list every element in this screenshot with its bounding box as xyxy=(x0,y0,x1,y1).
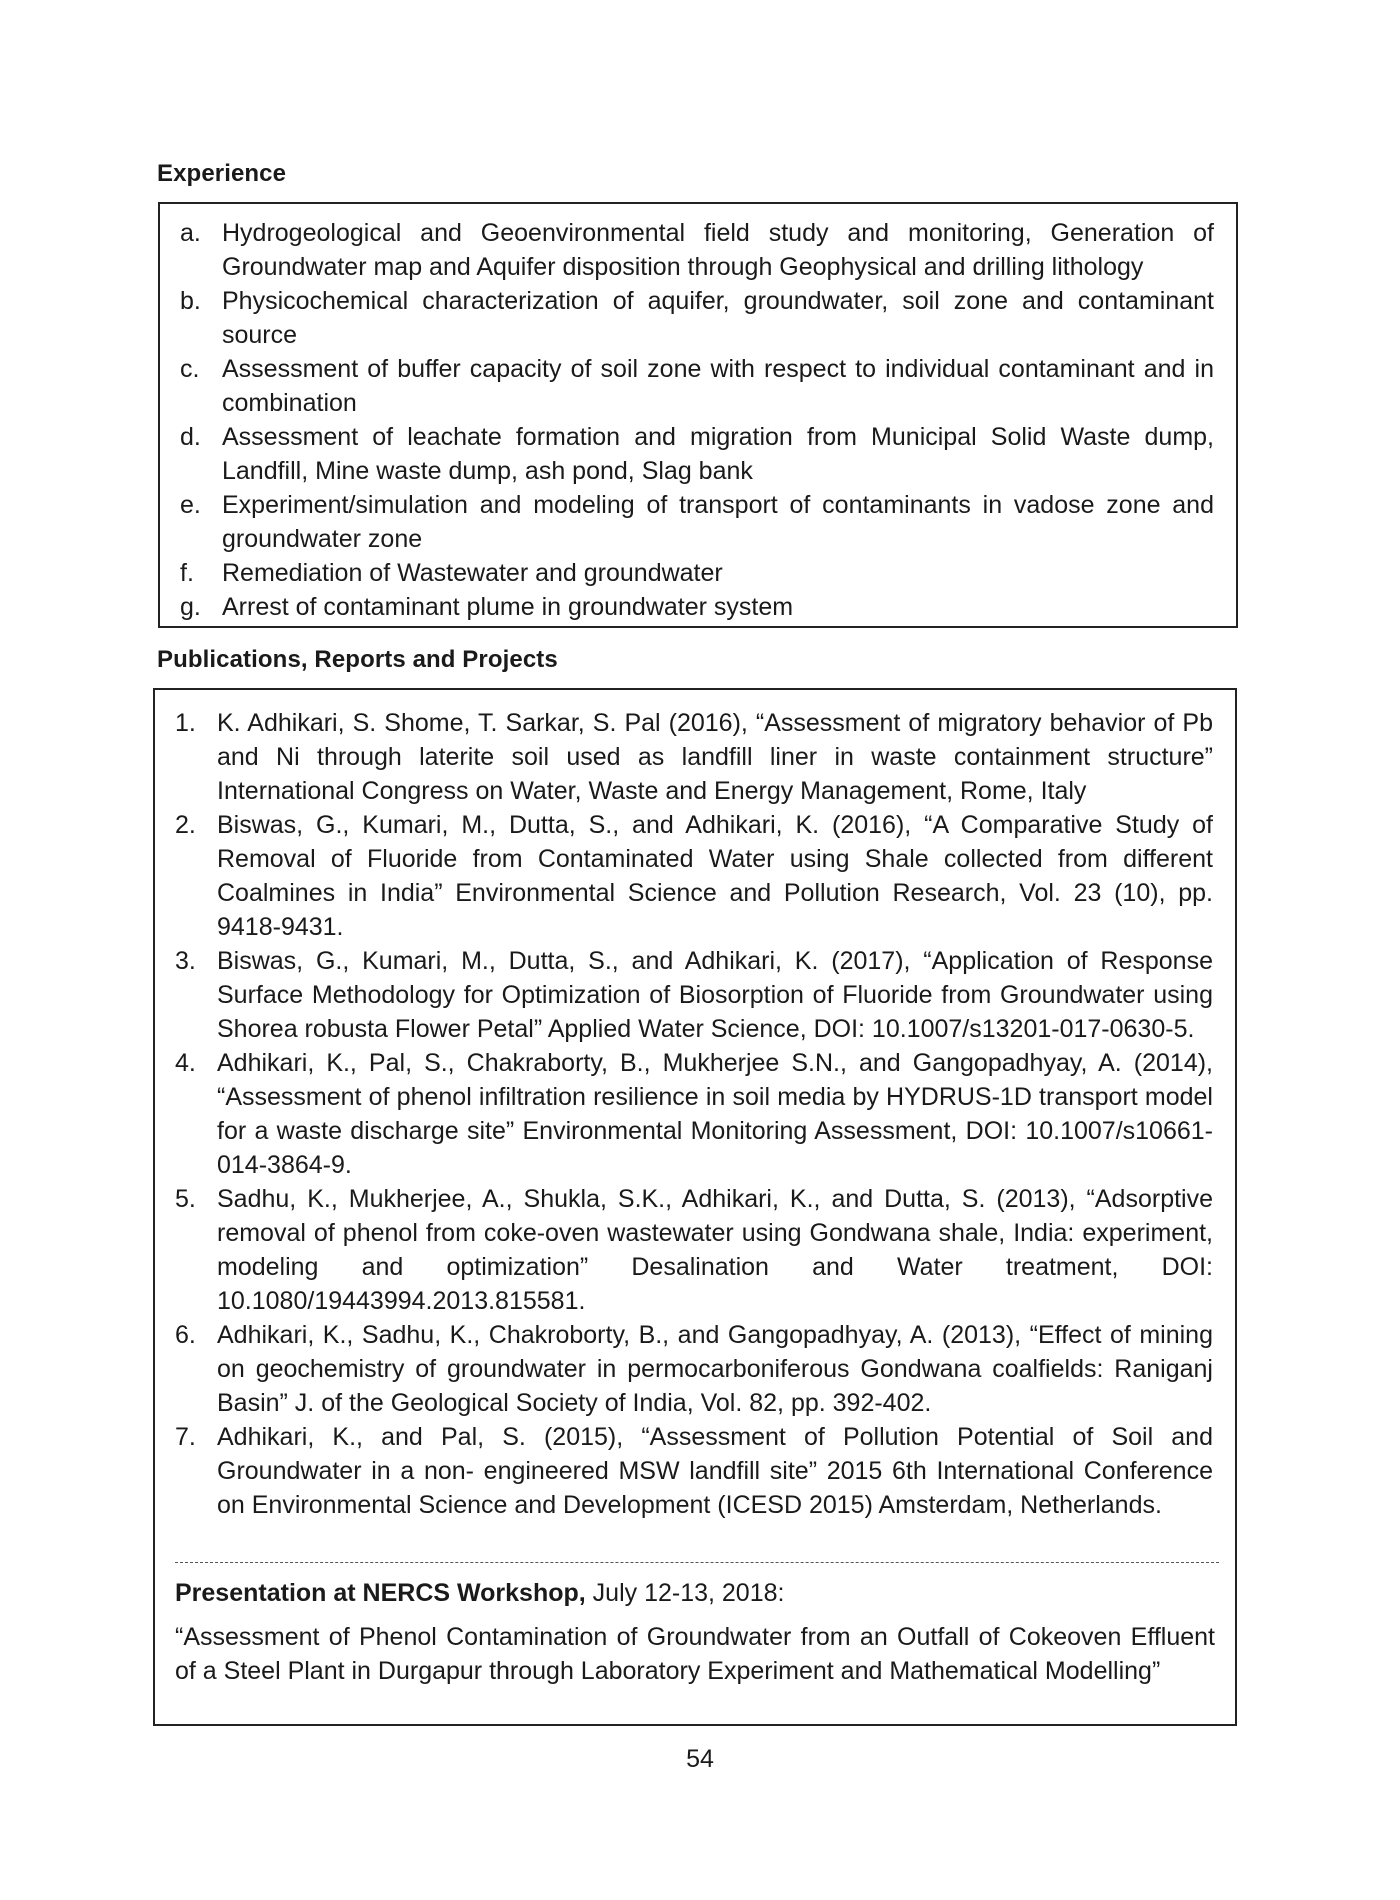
list-item xyxy=(175,1046,1213,1182)
list-item-text: Assessment of buffer capacity of soil zone with respect to individual contaminant and in combination xyxy=(222,355,1214,417)
list-item-marker: 7. xyxy=(175,1423,196,1451)
presentation-section xyxy=(175,1576,1215,1688)
list-item-text: Biswas, G., Kumari, M., Dutta, S., and Adhikari, K. (2016), “A Comparative Study of Removal of Fluoride from Contaminated Water using Shale collected from different Coalmines in India” Environmental Science and Pollution Research, Vol. 23 (10), pp. 9418-9431. xyxy=(217,811,1213,941)
list-item-text: Experiment/simulation and modeling of transport of contaminants in vadose zone and groundwater zone xyxy=(222,491,1214,553)
experience-heading: Experience xyxy=(157,160,287,187)
list-item-text: Adhikari, K., and Pal, S. (2015), “Assessment of Pollution Potential of Soil and Groundwater in a non- engineered MSW landfill site” 2015 6th International Conference on Environmental Science and Development (ICESD 2015) Amsterdam, Netherlands. xyxy=(217,1423,1213,1519)
list-item-text: Adhikari, K., Sadhu, K., Chakroborty, B., and Gangopadhyay, A. (2013), “Effect of mining on geochemistry of groundwater in permocarboniferous Gondwana coalfields: Raniganj Basin” J. of the Geological Society of India, Vol. 82, pp. 392-402. xyxy=(217,1321,1213,1417)
list-item-text: Adhikari, K., Pal, S., Chakraborty, B., Mukherjee S.N., and Gangopadhyay, A. (2014), “Assessment of phenol infiltration resilience in soil media by HYDRUS-1D transport model for a waste discharge site” Environmental Monitoring Assessment, DOI: 10.1007/s10661-014-3864-9. xyxy=(217,1049,1213,1179)
list-item xyxy=(180,420,1214,488)
publications-list xyxy=(175,706,1213,1522)
list-item-marker: f. xyxy=(180,559,194,587)
presentation-body: “Assessment of Phenol Contamination of Groundwater from an Outfall of Cokeoven Effluent of a Steel Plant in Durgapur through Laboratory Experiment and Mathematical Modelling” xyxy=(175,1623,1215,1685)
list-item-marker: g. xyxy=(180,593,201,621)
list-item xyxy=(180,216,1214,284)
list-item-marker: e. xyxy=(180,491,201,519)
list-item xyxy=(180,488,1214,556)
experience-box xyxy=(158,202,1238,628)
list-item xyxy=(175,1318,1213,1420)
presentation-title xyxy=(175,1576,1215,1610)
list-item-text: Hydrogeological and Geoenvironmental field study and monitoring, Generation of Groundwater map and Aquifer disposition through Geophysical and drilling lithology xyxy=(222,219,1214,281)
list-item-marker: 5. xyxy=(175,1185,196,1213)
list-item-text: Sadhu, K., Mukherjee, A., Shukla, S.K., Adhikari, K., and Dutta, S. (2013), “Adsorptive removal of phenol from coke-oven wastewater using Gondwana shale, India: experiment, modeling and optimization” Desalination and Water treatment, DOI: 10.1080/19443994.2013.815581. xyxy=(217,1185,1213,1315)
list-item xyxy=(180,284,1214,352)
list-item xyxy=(175,808,1213,944)
presentation-title-bold: Presentation at NERCS Workshop, xyxy=(175,1579,586,1607)
experience-list xyxy=(180,216,1214,624)
presentation-date: July 12-13, 2018: xyxy=(585,1579,785,1607)
page-number: 54 xyxy=(686,1745,714,1773)
list-item-text: Assessment of leachate formation and migration from Municipal Solid Waste dump, Landfill, Mine waste dump, ash pond, Slag bank xyxy=(222,423,1214,485)
list-item xyxy=(180,556,1214,590)
list-item xyxy=(175,1182,1213,1318)
list-item xyxy=(180,590,1214,624)
list-item xyxy=(175,706,1213,808)
publications-box xyxy=(153,688,1237,1726)
publications-heading: Publications, Reports and Projects xyxy=(157,646,558,673)
list-item-marker: 4. xyxy=(175,1049,196,1077)
list-item-text: K. Adhikari, S. Shome, T. Sarkar, S. Pal (2016), “Assessment of migratory behavior of Pb and Ni through laterite soil used as landfill liner in waste containment structure” International Congress on Water, Waste and Energy Management, Rome, Italy xyxy=(217,709,1213,805)
list-item-marker: 3. xyxy=(175,947,196,975)
list-item-text: Physicochemical characterization of aquifer, groundwater, soil zone and contaminant source xyxy=(222,287,1214,349)
list-item-text: Remediation of Wastewater and groundwater xyxy=(222,559,723,587)
list-item-marker: b. xyxy=(180,287,201,315)
list-item-marker: c. xyxy=(180,355,200,383)
list-item-marker: d. xyxy=(180,423,201,451)
list-item-text: Arrest of contaminant plume in groundwater system xyxy=(222,593,794,621)
list-item-marker: 2. xyxy=(175,811,196,839)
list-item-marker: 1. xyxy=(175,709,196,737)
dashed-divider xyxy=(175,1562,1219,1563)
list-item-marker: 6. xyxy=(175,1321,196,1349)
list-item xyxy=(175,944,1213,1046)
list-item xyxy=(180,352,1214,420)
list-item xyxy=(175,1420,1213,1522)
list-item-marker: a. xyxy=(180,219,201,247)
list-item-text: Biswas, G., Kumari, M., Dutta, S., and Adhikari, K. (2017), “Application of Response Surface Methodology for Optimization of Biosorption of Fluoride from Groundwater using Shorea robusta Flower Petal” Applied Water Science, DOI: 10.1007/s13201-017-0630-5. xyxy=(217,947,1213,1043)
